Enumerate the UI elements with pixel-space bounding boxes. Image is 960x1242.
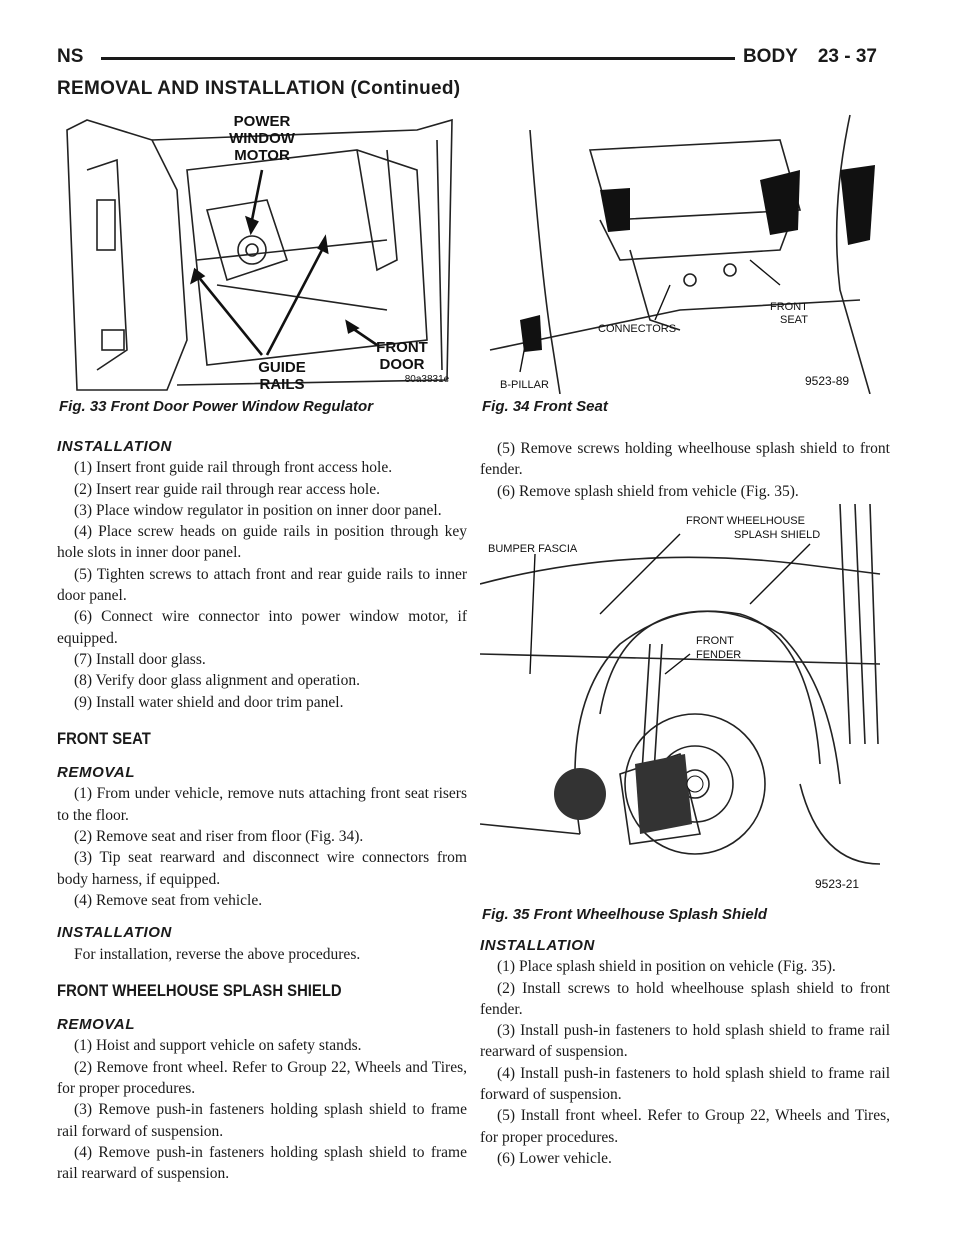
splash-inst-step-4: (4) Install push-in fasteners to hold splash shield to frame rail forward of suspension. <box>480 1064 890 1104</box>
seat-installation-heading: INSTALLATION <box>57 924 172 942</box>
inst1-step-4: (4) Place screw heads on guide rails in position through key hole slots in inner door panel. <box>57 523 467 562</box>
wheelhouse-splash-shield-illustration <box>480 504 884 904</box>
splash-removal-step-5: (5) Remove screws holding wheelhouse splash shield to front fender. <box>480 440 890 479</box>
inst1-step-1: (1) Insert front guide rail through front access hole. <box>74 459 393 477</box>
label-rails: RAILS <box>259 376 305 393</box>
seat-removal-step-2: (2) Remove seat and riser from floor (Fig. 34). <box>74 828 364 846</box>
inst1-step-5: (5) Tighten screws to attach front and rear guide rails to inner door panel. <box>57 565 467 605</box>
left-column <box>57 436 467 1185</box>
figure-35 <box>480 504 884 923</box>
splash-inst-step-1: (1) Place splash shield in position on vehicle (Fig. 35). <box>497 958 836 976</box>
inst1-step-6: (6) Connect wire connector into power window motor, if equipped. <box>57 608 467 647</box>
front-seat-illustration <box>480 110 884 394</box>
header-section: BODY <box>742 46 798 67</box>
label-motor: MOTOR <box>234 147 290 164</box>
label-splash-shield: SPLASH SHIELD <box>734 529 821 541</box>
inst1-step-9: (9) Install water shield and door trim panel. <box>74 693 344 711</box>
inst1-step-2: (2) Insert rear guide rail through rear access hole. <box>74 480 380 498</box>
right-column-bottom <box>480 935 890 1169</box>
front-seat-heading: FRONT SEAT <box>57 729 151 748</box>
label-connectors: CONNECTORS <box>598 323 677 335</box>
splash-installation-heading: INSTALLATION <box>480 937 595 954</box>
splash-removal-step-3: (3) Remove push-in fasteners holding splash shield to frame rail forward of suspension. <box>57 1101 467 1140</box>
splash-removal-step-6: (6) Remove splash shield from vehicle (Fig. 35). <box>497 482 799 500</box>
splash-removal-step-1: (1) Hoist and support vehicle on safety stands. <box>74 1037 362 1055</box>
splash-inst-step-5: (5) Install front wheel. Refer to Group 22, Wheels and Tires, for proper procedures. <box>480 1107 890 1146</box>
seat-removal-step-4: (4) Remove seat from vehicle. <box>74 891 263 909</box>
power-window-regulator-illustration <box>57 110 471 394</box>
figure-33 <box>57 110 471 415</box>
figure-code-33: 80a3831e <box>404 374 450 385</box>
page-header <box>57 42 877 72</box>
continued-title: REMOVAL AND INSTALLATION (Continued) <box>57 78 461 99</box>
label-front-seat-1: FRONT <box>770 301 808 313</box>
header-right <box>743 46 877 68</box>
installation-heading-1: INSTALLATION <box>57 438 172 455</box>
label-door: DOOR <box>379 356 425 373</box>
label-bumper-fascia: BUMPER FASCIA <box>488 543 578 555</box>
label-front-wheelhouse: FRONT WHEELHOUSE <box>686 515 805 527</box>
figure-34-caption: Fig. 34 Front Seat <box>482 398 608 415</box>
seat-installation-text: For installation, reverse the above procedures. <box>74 945 361 963</box>
header-model-code: NS <box>57 46 84 67</box>
splash-removal-step-2: (2) Remove front wheel. Refer to Group 22, Wheels and Tires, for proper procedures. <box>57 1058 467 1098</box>
figure-33-caption: Fig. 33 Front Door Power Window Regulator <box>59 398 374 415</box>
figure-code-35: 9523-21 <box>815 877 860 891</box>
splash-shield-heading: FRONT WHEELHOUSE SPLASH SHIELD <box>57 981 342 1000</box>
inst1-step-8: (8) Verify door glass alignment and operation. <box>74 672 360 690</box>
seat-removal-step-3: (3) Tip seat rearward and disconnect wire connectors from body harness, if equipped. <box>57 849 467 888</box>
label-guide: GUIDE <box>258 359 306 376</box>
header-page-number: 23 - 37 <box>817 46 877 67</box>
label-b-pillar: B-PILLAR <box>500 379 549 391</box>
label-power: POWER <box>233 113 291 130</box>
splash-removal-step-4: (4) Remove push-in fasteners holding splash shield to frame rail rearward of suspension. <box>57 1143 467 1183</box>
inst1-step-7: (7) Install door glass. <box>74 650 206 668</box>
figure-code-34: 9523-89 <box>805 374 850 388</box>
label-front-seat-2: SEAT <box>780 314 808 326</box>
label-fender: FENDER <box>696 649 742 661</box>
splash-removal-heading: REMOVAL <box>57 1016 136 1034</box>
seat-removal-heading: REMOVAL <box>57 764 136 782</box>
label-front: FRONT <box>376 339 428 356</box>
figure-34 <box>480 110 884 415</box>
header-rule <box>101 57 735 60</box>
splash-inst-step-6: (6) Lower vehicle. <box>497 1149 612 1167</box>
right-column-top <box>480 438 890 502</box>
figure-35-caption: Fig. 35 Front Wheelhouse Splash Shield <box>482 906 768 923</box>
label-window: WINDOW <box>229 130 295 147</box>
seat-removal-step-1: (1) From under vehicle, remove nuts attaching front seat risers to the floor. <box>57 785 467 824</box>
splash-inst-step-2: (2) Install screws to hold wheelhouse splash shield to front fender. <box>480 979 890 1018</box>
inst1-step-3: (3) Place window regulator in position on inner door panel. <box>74 501 442 519</box>
label-front: FRONT <box>696 635 734 647</box>
splash-inst-step-3: (3) Install push-in fasteners to hold splash shield to frame rail rearward of suspension. <box>480 1022 890 1061</box>
